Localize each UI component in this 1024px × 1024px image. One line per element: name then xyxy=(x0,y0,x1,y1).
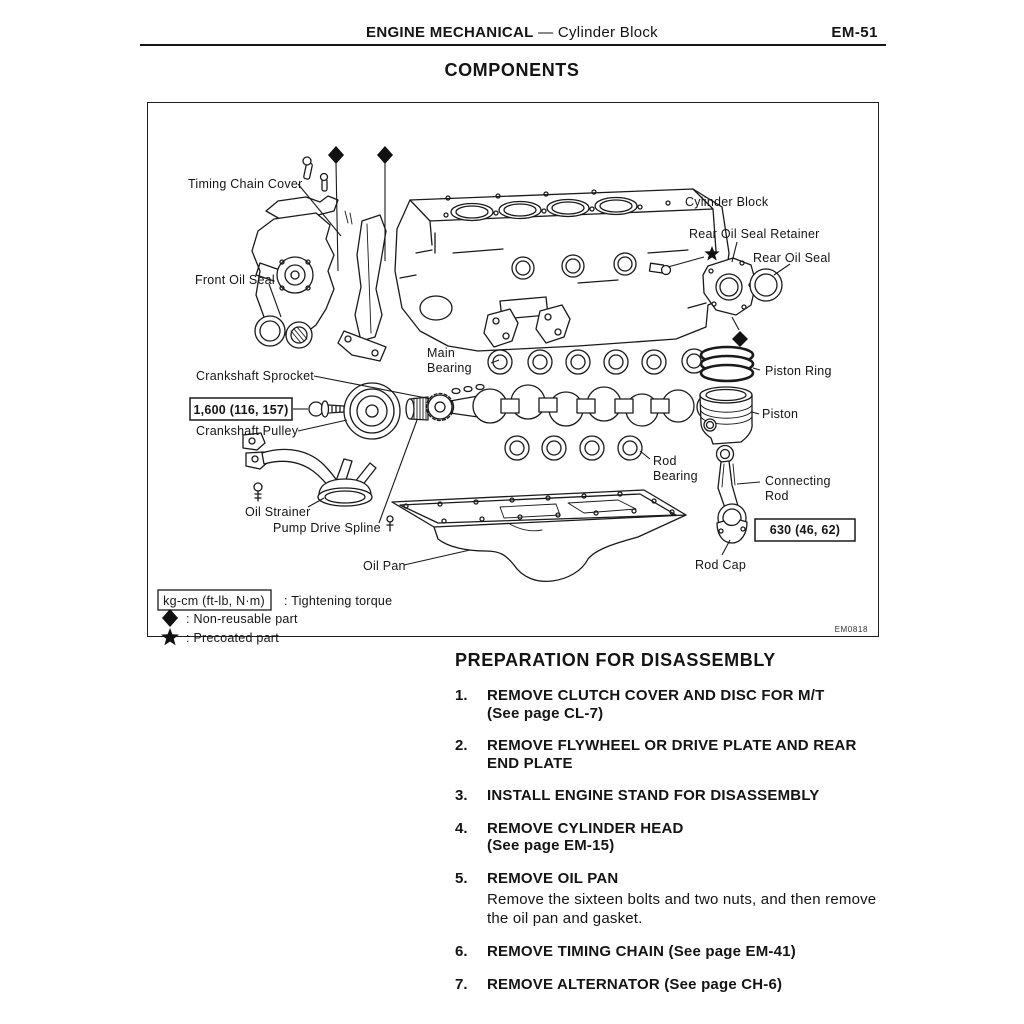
preparation-steps xyxy=(455,687,879,993)
header-subsection: — Cylinder Block xyxy=(533,24,658,41)
legend-torque-key: kg-cm (ft-lb, N·m) xyxy=(163,594,265,608)
torque-crankshaft-pulley: 1,600 (116, 157) xyxy=(193,403,289,417)
label-crankshaft-sprocket: Crankshaft Sprocket xyxy=(196,369,314,383)
rear-oil-seal-drawing xyxy=(703,258,782,315)
label-timing-chain-cover: Timing Chain Cover xyxy=(188,177,303,191)
step-number: 7. xyxy=(455,975,468,993)
header-page-code: EM-51 xyxy=(831,24,878,41)
step-heading: REMOVE FLYWHEEL OR DRIVE PLATE AND REAR END PLATE xyxy=(487,737,857,772)
step-heading: REMOVE ALTERNATOR (See page CH-6) xyxy=(487,975,783,993)
step-subheading: (See page CL-7) xyxy=(487,704,604,722)
prep-step-1 xyxy=(455,687,879,722)
step-number: 4. xyxy=(455,819,468,837)
step-heading: REMOVE OIL PAN xyxy=(487,869,619,887)
step-number: 1. xyxy=(455,687,468,704)
main-bearings-drawing xyxy=(452,349,706,394)
label-rod-bearing-2: Bearing xyxy=(653,469,698,483)
preparation-section xyxy=(455,650,879,1008)
connecting-rod-drawing xyxy=(717,446,748,544)
label-connecting-rod: Connecting xyxy=(765,474,831,488)
step-subheading: (See page EM-15) xyxy=(487,837,615,854)
label-piston: Piston xyxy=(762,407,799,421)
figure-legend xyxy=(158,590,868,645)
cylinder-block-drawing xyxy=(395,189,729,351)
label-connecting-rod-2: Rod xyxy=(765,489,789,503)
engine-exploded-diagram xyxy=(148,103,878,645)
figure-code: EM0818 xyxy=(834,625,868,634)
label-front-oil-seal: Front Oil Seal xyxy=(195,273,275,287)
label-rear-oil-seal: Rear Oil Seal xyxy=(753,251,831,265)
label-oil-pan: Oil Pan xyxy=(363,559,406,573)
preparation-title: PREPARATION FOR DISASSEMBLY xyxy=(455,650,776,670)
non-reusable-diamond-icon xyxy=(162,609,178,627)
label-crankshaft-pulley: Crankshaft Pulley xyxy=(196,424,299,438)
label-rear-oil-seal-retainer: Rear Oil Seal Retainer xyxy=(689,227,820,241)
non-reusable-diamond-icon xyxy=(377,146,393,164)
page-header xyxy=(140,24,884,44)
legend-torque-label: : Tightening torque xyxy=(284,594,393,608)
piston-ring-drawing xyxy=(701,347,753,381)
label-oil-strainer: Oil Strainer xyxy=(245,505,311,519)
header-title xyxy=(140,24,884,41)
label-pump-drive-spline: Pump Drive Spline xyxy=(273,521,381,535)
step-heading: REMOVE TIMING CHAIN (See page EM-41) xyxy=(487,943,796,960)
label-main-bearing-2: Bearing xyxy=(427,361,472,375)
crankshaft-pulley-drawing xyxy=(309,383,454,439)
piston-drawing xyxy=(700,387,752,444)
prep-step-5 xyxy=(455,870,879,929)
prep-step-2 xyxy=(455,737,879,772)
torque-rod-cap: 630 (46, 62) xyxy=(769,523,841,537)
prep-step-3 xyxy=(455,787,879,805)
non-reusable-diamond-icon xyxy=(328,146,344,164)
step-number: 5. xyxy=(455,869,468,887)
prep-step-6 xyxy=(455,943,879,961)
non-reusable-diamond-icon xyxy=(732,331,748,347)
prep-step-4 xyxy=(455,820,879,855)
label-piston-ring: Piston Ring xyxy=(765,364,832,378)
components-figure xyxy=(147,102,879,645)
label-rod-cap: Rod Cap xyxy=(695,558,747,572)
label-rod-bearing: Rod xyxy=(653,454,677,468)
header-rule xyxy=(140,44,886,46)
oil-strainer-drawing xyxy=(243,433,376,506)
legend-non-reusable-label: : Non-reusable part xyxy=(186,612,298,626)
crankshaft-drawing xyxy=(447,385,724,426)
label-main-bearing: Main xyxy=(427,346,456,360)
oil-pan-drawing xyxy=(387,490,686,581)
step-heading: REMOVE CLUTCH COVER AND DISC FOR M/T xyxy=(487,687,825,704)
legend-precoated-label: : Precoated part xyxy=(186,631,279,645)
step-number: 2. xyxy=(455,737,468,754)
step-heading: INSTALL ENGINE STAND FOR DISASSEMBLY xyxy=(487,787,820,804)
rod-bearings-drawing xyxy=(505,436,642,460)
step-heading: REMOVE CYLINDER HEAD xyxy=(487,819,684,837)
step-number: 6. xyxy=(455,943,468,960)
header-section: ENGINE MECHANICAL xyxy=(366,24,534,41)
step-body: Remove the sixteen bolts and two nuts, and then remove the oil pan and gasket. xyxy=(487,891,877,927)
precoated-star-icon xyxy=(161,628,179,645)
step-number: 3. xyxy=(455,787,468,804)
prep-step-7 xyxy=(455,976,879,994)
components-title: COMPONENTS xyxy=(444,60,580,80)
label-cylinder-block: Cylinder Block xyxy=(685,195,769,209)
